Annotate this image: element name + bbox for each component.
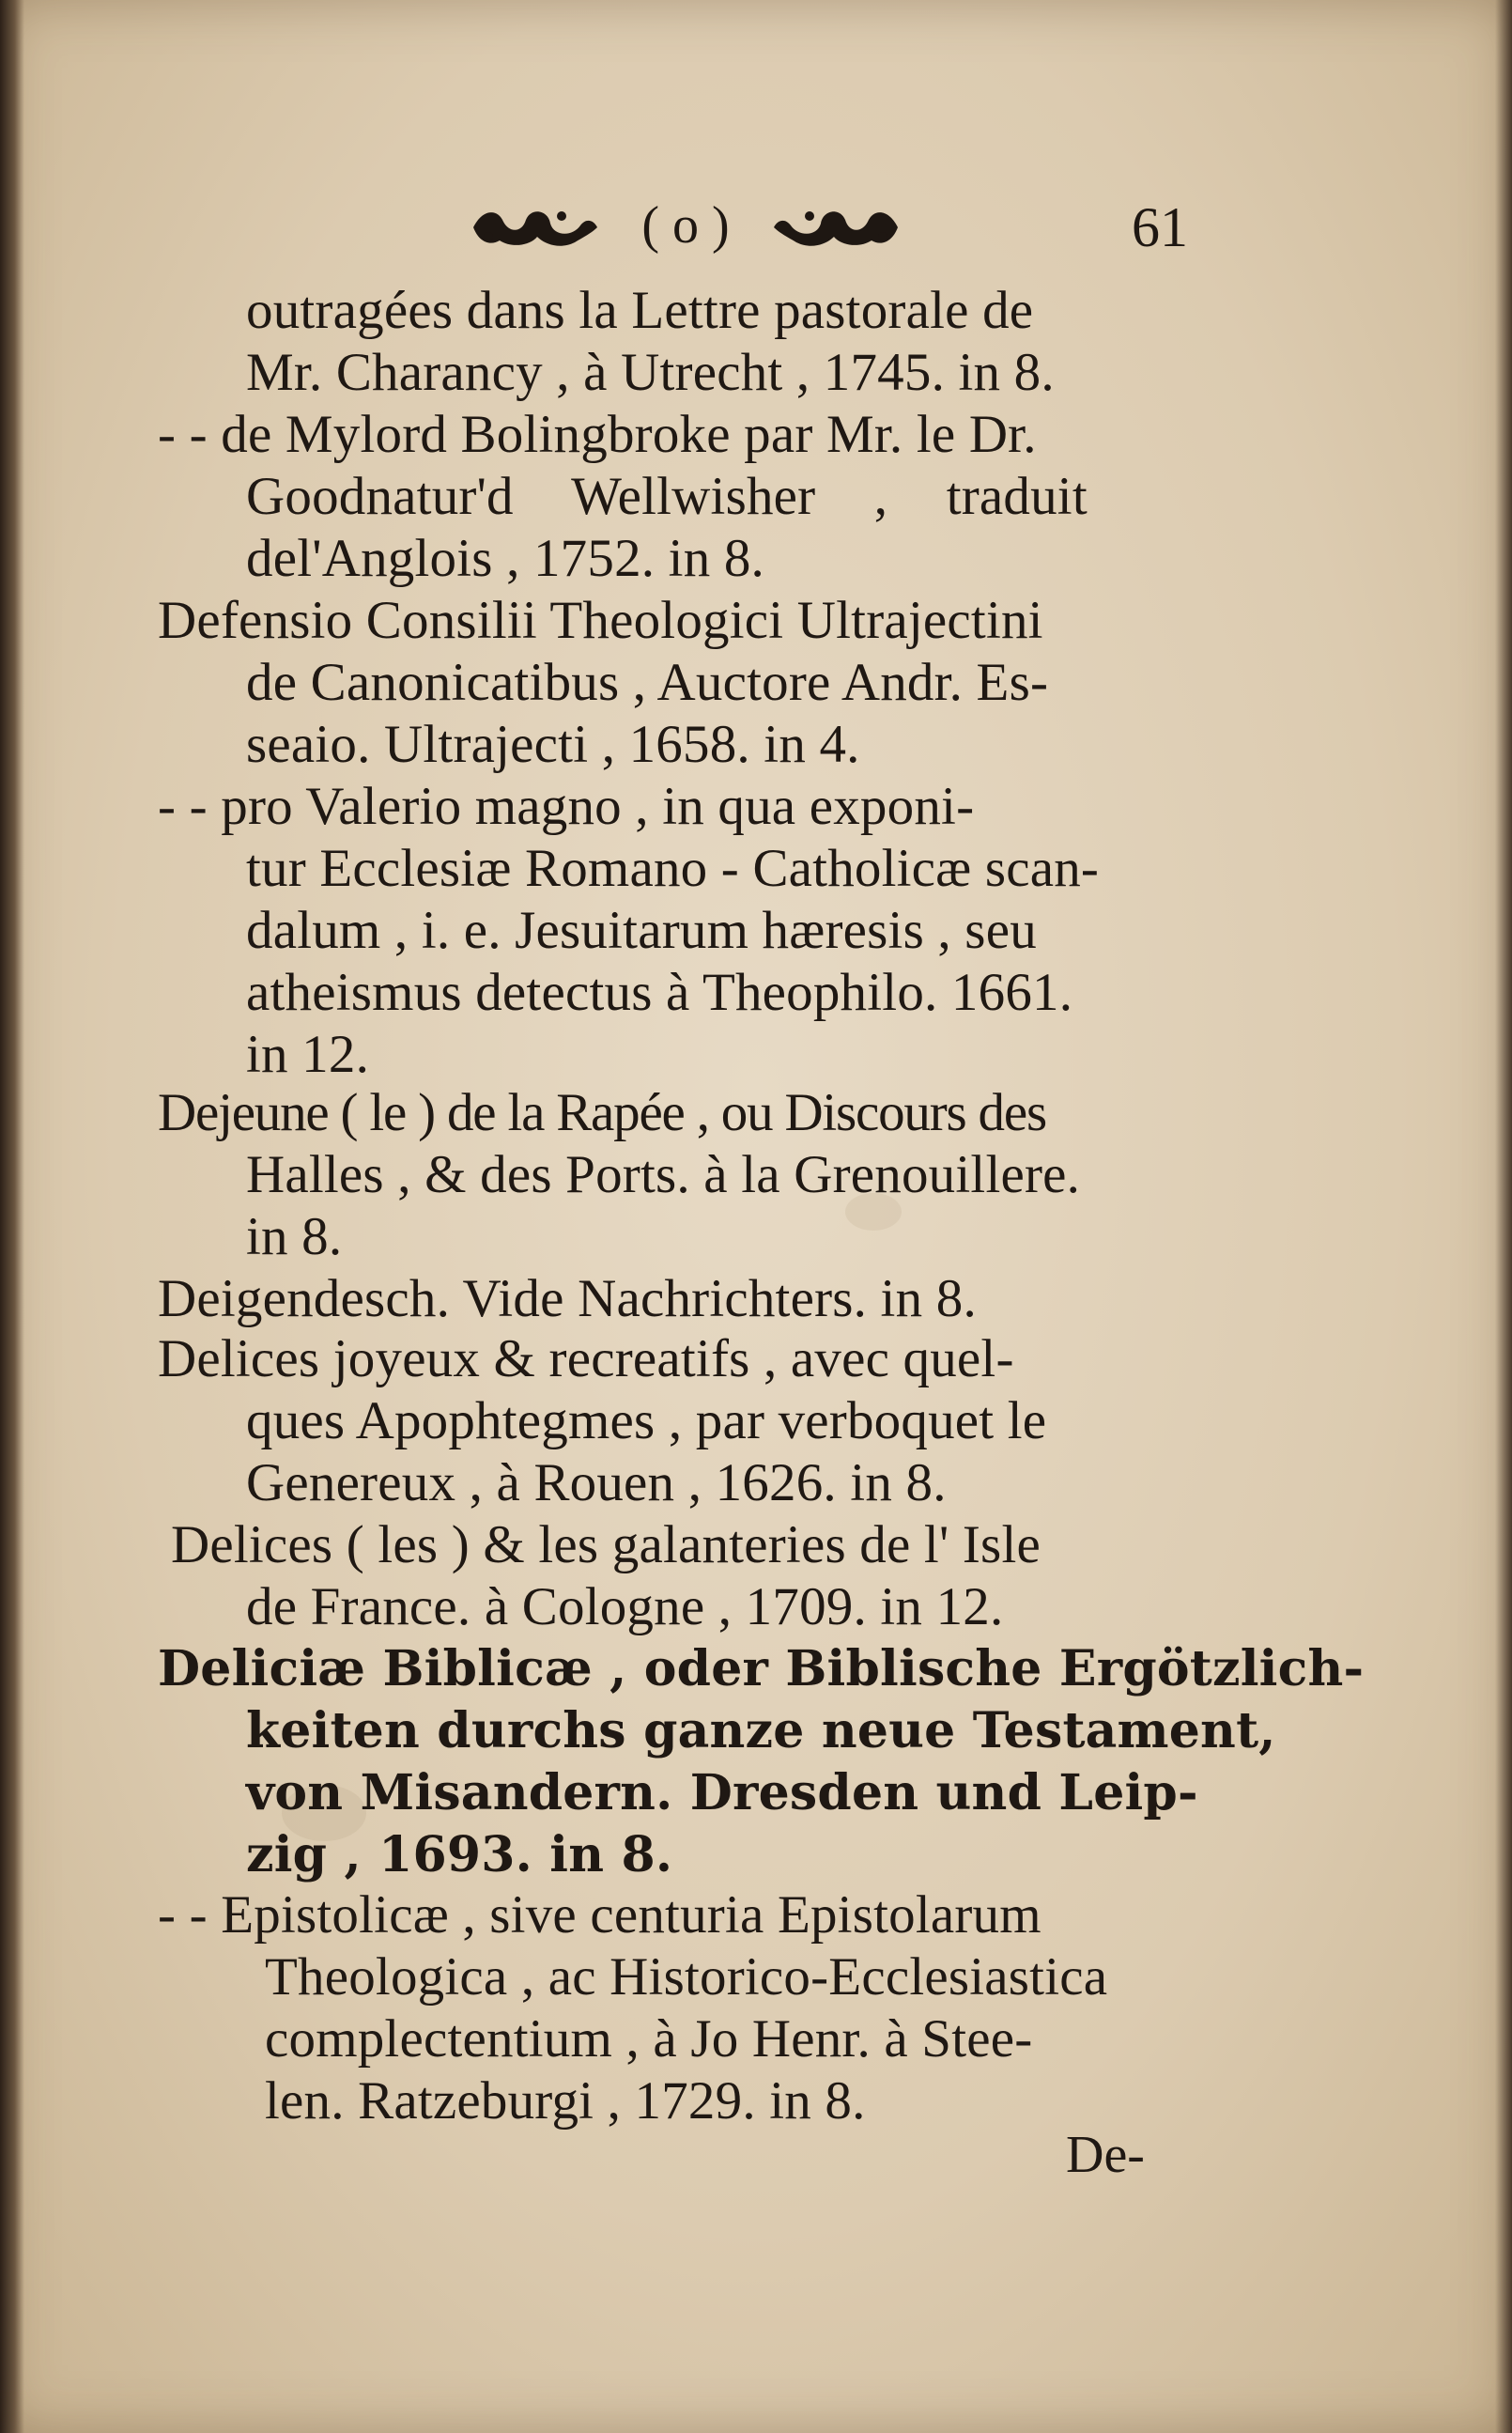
text-line: Deigendesch. Vide Nachrichters. in 8.: [158, 1269, 977, 1328]
text-line: keiten durchs ganze neue Testament,: [246, 1702, 1276, 1759]
text-line: tur Ecclesiæ Romano - Catholicæ scan-: [246, 839, 1100, 898]
text-line: complectentium , à Jo Henr. à Stee-: [265, 2009, 1033, 2069]
text-line: Goodnatur'd Wellwisher , traduit: [246, 467, 1088, 526]
text-line: Halles , & des Ports. à la Grenouillere.: [246, 1145, 1081, 1204]
text-line: Dejeune ( le ) de la Rapée , ou Discours des: [158, 1083, 1046, 1142]
text-line: de France. à Cologne , 1709. in 12.: [246, 1577, 1004, 1636]
text-line: Genereux , à Rouen , 1626. in 8.: [246, 1453, 947, 1512]
catchword: De-: [1066, 2126, 1145, 2184]
text-line: Delices joyeux & recreatifs , avec quel-: [158, 1329, 1014, 1388]
text-line: - - pro Valerio magno , in qua exponi-: [158, 777, 975, 836]
text-line: zig , 1693. in 8.: [246, 1826, 673, 1883]
text-line: Delices ( les ) & les galanteries de l' Isle: [171, 1515, 1041, 1574]
text-line: Deliciæ Biblicæ , oder Biblische Ergötzlich-: [158, 1640, 1365, 1697]
text-line: de Canonicatibus , Auctore Andr. Es-: [246, 653, 1049, 712]
text-line: - - de Mylord Bolingbroke par Mr. le Dr.: [158, 405, 1037, 464]
text-line: Mr. Charancy , à Utrecht , 1745. in 8.: [246, 343, 1055, 402]
text-line: in 8.: [246, 1207, 343, 1266]
text-line: in 12.: [246, 1025, 370, 1084]
text-line: len. Ratzeburgi , 1729. in 8.: [265, 2071, 866, 2131]
text-line: dalum , i. e. Jesuitarum hæresis , seu: [246, 901, 1037, 960]
text-line: Defensio Consilii Theologici Ultrajectini: [158, 591, 1043, 650]
text-line: Theologica , ac Historico-Ecclesiastica: [265, 1947, 1108, 2007]
text-line: von Misandern. Dresden und Leip-: [246, 1764, 1198, 1821]
text-line: - - Epistolicæ , sive centuria Epistolarum: [158, 1885, 1041, 1945]
text-line: atheismus detectus à Theophilo. 1661.: [246, 963, 1073, 1022]
text-line: outragées dans la Lettre pastorale de: [246, 281, 1034, 340]
text-line: ques Apophtegmes , par verboquet le: [246, 1391, 1047, 1450]
text-line: del'Anglois , 1752. in 8.: [246, 529, 765, 588]
page-number: 61: [1132, 196, 1188, 258]
header-circle-ornament: ( o ): [641, 196, 730, 255]
text-line: seaio. Ultrajecti , 1658. in 4.: [246, 715, 860, 774]
